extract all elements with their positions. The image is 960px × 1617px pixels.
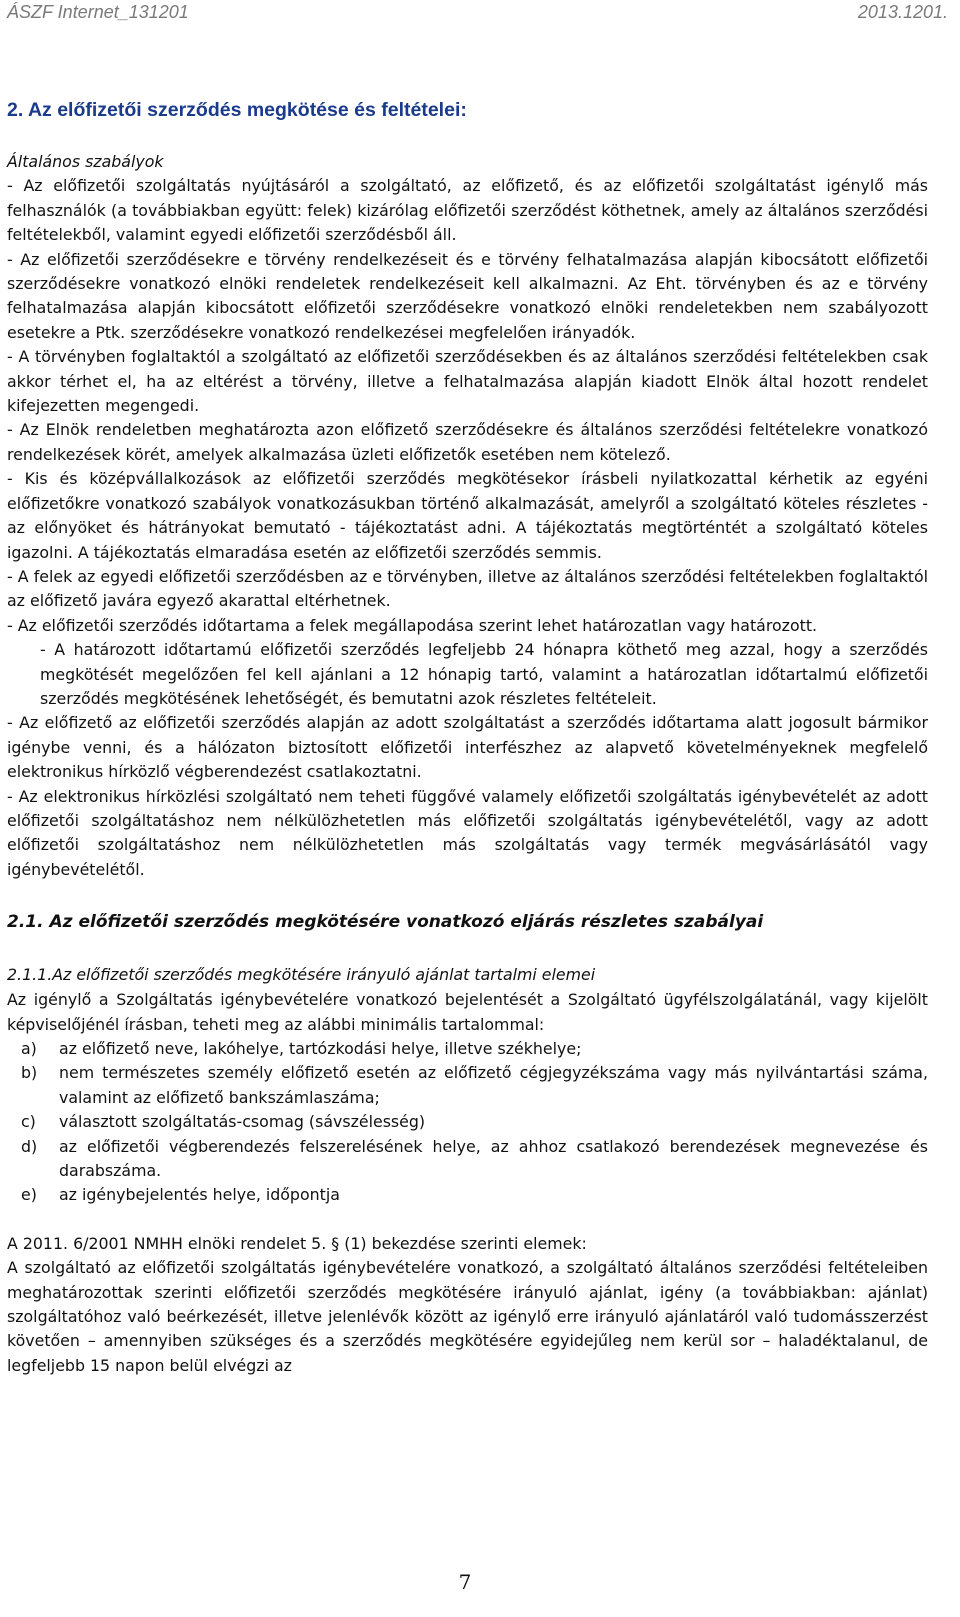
final-paragraph: A szolgáltató az előfizetői szolgáltatás igénybevételére vonatkozó, a szolgáltató általános szerződési feltételeiben meghatározottak szerinti előfizetői szerződés megkötésére irányuló ajánlat, igény (a továbbiakban: ajánlat) szolgáltatóhoz való beérkezését, illetve jelenlévők között az igénylő erre irányuló ajánlatáról való tudomásszerzést követően – amennyiben szükséges és a szerződés megkötésére egyidejűleg nem kerül sor – haladéktalanul, de legfeljebb 15 napon belül elvégzi az: [7, 1258, 928, 1375]
subsubsection-title: 2.1.1.Az előfizetői szerződés megkötésére irányuló ajánlat tartalmi elemei: [7, 965, 596, 985]
paragraph: - A felek az egyedi előfizetői szerződésben az e törvényben, illetve az általános szerződési feltételekben foglaltaktól az előfizető javára egyező akarattal eltérhetnek.: [7, 566, 928, 611]
subsection-title: 2.1. Az előfizetői szerződés megkötésére vonatkozó eljárás részletes szabályai: [7, 912, 764, 933]
general-rules-title: Általános szabályok: [7, 152, 164, 171]
header-document-id: ÁSZF Internet_131201: [7, 2, 189, 22]
paragraph: - Kis és középvállalkozások az előfizetői szerződés megkötésekor írásbeli nyilatkozattal kérhetik az egyéni előfizetőkre vonatkozó szabályok vonatkozásukban történő alkalmazását, amelyről a szolgáltató köteles részletes - az előnyöket és hátrányokat bemutató - tájékoztatást adni. A tájékoztatás megtörténtét a szolgáltató köteles igazolni. A tájékoztatás elmaradása esetén az előfizetői szerződés semmis.: [7, 469, 928, 562]
section-title: 2. Az előfizetői szerződés megkötése és feltételei:: [7, 99, 467, 121]
list-item: [7, 1061, 928, 1110]
indented-paragraph: - A határozott időtartamú előfizetői szerződés legfeljebb 24 hónapra köthető meg azzal, hogy a szerződés megkötését megelőzően fel kell ajánlani a 12 hónapig tartó, valamint a határozatlan időtartalmú előfizetői szerződés megkötésének lehetőségét, és bemutatni azok részletes feltételeit.: [40, 640, 928, 708]
paragraph: - Az előfizetői szolgáltatás nyújtásáról a szolgáltató, az előfizető, és az előfizetői szolgáltatást igénylő más felhasználók (a továbbiakban együtt: felek) kizárólag előfizetői szerződést köthetnek, amely az általános szerződési feltételekből, valamint egyedi előfizetői szerződésből áll.: [7, 176, 928, 245]
spacer: [7, 1208, 928, 1232]
paragraph: - A törvényben foglaltaktól a szolgáltató az előfizetői szerződésekben és az általános szerződési feltételekben csak akkor térhet el, ha az eltérést a törvény, illetve a felhatalmazása alapján kiadott Elnök által hozott rendelet kifejezetten megengedi.: [7, 347, 928, 416]
offer-items-list: [7, 1037, 928, 1208]
decree-line: A 2011. 6/2001 NMHH elnöki rendelet 5. § (1) bekezdése szerinti elemek:: [7, 1233, 587, 1253]
paragraph: - Az előfizetői szerződés időtartama a felek megállapodása szerint lehet határozatlan vagy határozott.: [7, 615, 818, 635]
list-item-label: b): [21, 1063, 38, 1083]
list-item-label: e): [21, 1185, 37, 1205]
page-header: [7, 2, 948, 23]
list-item-text: nem természetes személy előfizető esetén az előfizető cégjegyzékszáma vagy más nyilvántartási száma, valamint az előfizető bankszámlaszáma;: [59, 1063, 928, 1107]
list-item-text: az igénybejelentés helye, időpontja: [59, 1185, 340, 1205]
paragraph: - Az előfizető az előfizetői szerződés alapján az adott szolgáltatást a szerződés időtartama alatt jogosult bármikor igénybe venni, és a hálózaton biztosított előfizetői interfészhez az alapvető követelményeknek megfelelő elektronikus hírközlő végberendezést csatlakoztatni.: [7, 713, 928, 782]
document-body: [7, 96, 928, 1378]
list-item-label: c): [21, 1112, 36, 1132]
list-item: [7, 1110, 928, 1134]
header-date: 2013.1201.: [857, 2, 948, 22]
paragraph: - Az elektronikus hírközlési szolgáltató nem teheti függővé valamely előfizetői szolgáltatás igénybevételét az adott előfizetői szolgáltatáshoz nem nélkülözhetetlen más előfizetői szolgáltatás igénybevételétől, vagy az adott előfizetői szolgáltatáshoz nem nélkülözhetetlen más szolgáltatás vagy termék megvásárlásától vagy igénybevételétől.: [7, 786, 928, 879]
list-item: [7, 1037, 928, 1061]
list-item-text: az előfizetői végberendezés felszerelésének helye, az ahhoz csatlakozó berendezések megnevezése és darabszáma.: [59, 1136, 928, 1181]
paragraph: - Az előfizetői szerződésekre e törvény rendelkezéseit és e törvény felhatalmazása alapján kibocsátott előfizetői szerződésekre vonatkozó elnöki rendeletek rendelkezéseit kell alkalmazni. Az Eht. törvényben és az e törvény felhatalmazása alapján kibocsátott előfizetői szerződésekre vonatkozó elnöki rendeletekben nem szabályozott esetekre a Ptk. szerződésekre vonatkozó rendelkezései megfelelően irányadók.: [7, 249, 928, 342]
list-item: [7, 1183, 928, 1207]
page-number: 7: [458, 1570, 472, 1594]
list-item-label: d): [21, 1136, 38, 1156]
paragraph: - Az Elnök rendeletben meghatározta azon előfizető szerződésekre és általános szerződési feltételekre vonatkozó rendelkezések körét, amelyek alkalmazása üzleti előfizetők esetében nem kötelező.: [7, 420, 928, 464]
offer-intro: Az igénylő a Szolgáltatás igénybevételére vonatkozó bejelentését a Szolgáltató ügyfélszolgálatánál, vagy kijelölt képviselőjénél írásban, teheti meg az alábbi minimális tartalommal:: [7, 990, 928, 1034]
list-item-text: az előfizető neve, lakóhelye, tartózkodási helye, illetve székhelye;: [59, 1039, 582, 1058]
list-item-label: a): [21, 1039, 37, 1058]
list-item-text: választott szolgáltatás-csomag (sávszélesség): [59, 1112, 426, 1132]
list-item: [7, 1135, 928, 1184]
